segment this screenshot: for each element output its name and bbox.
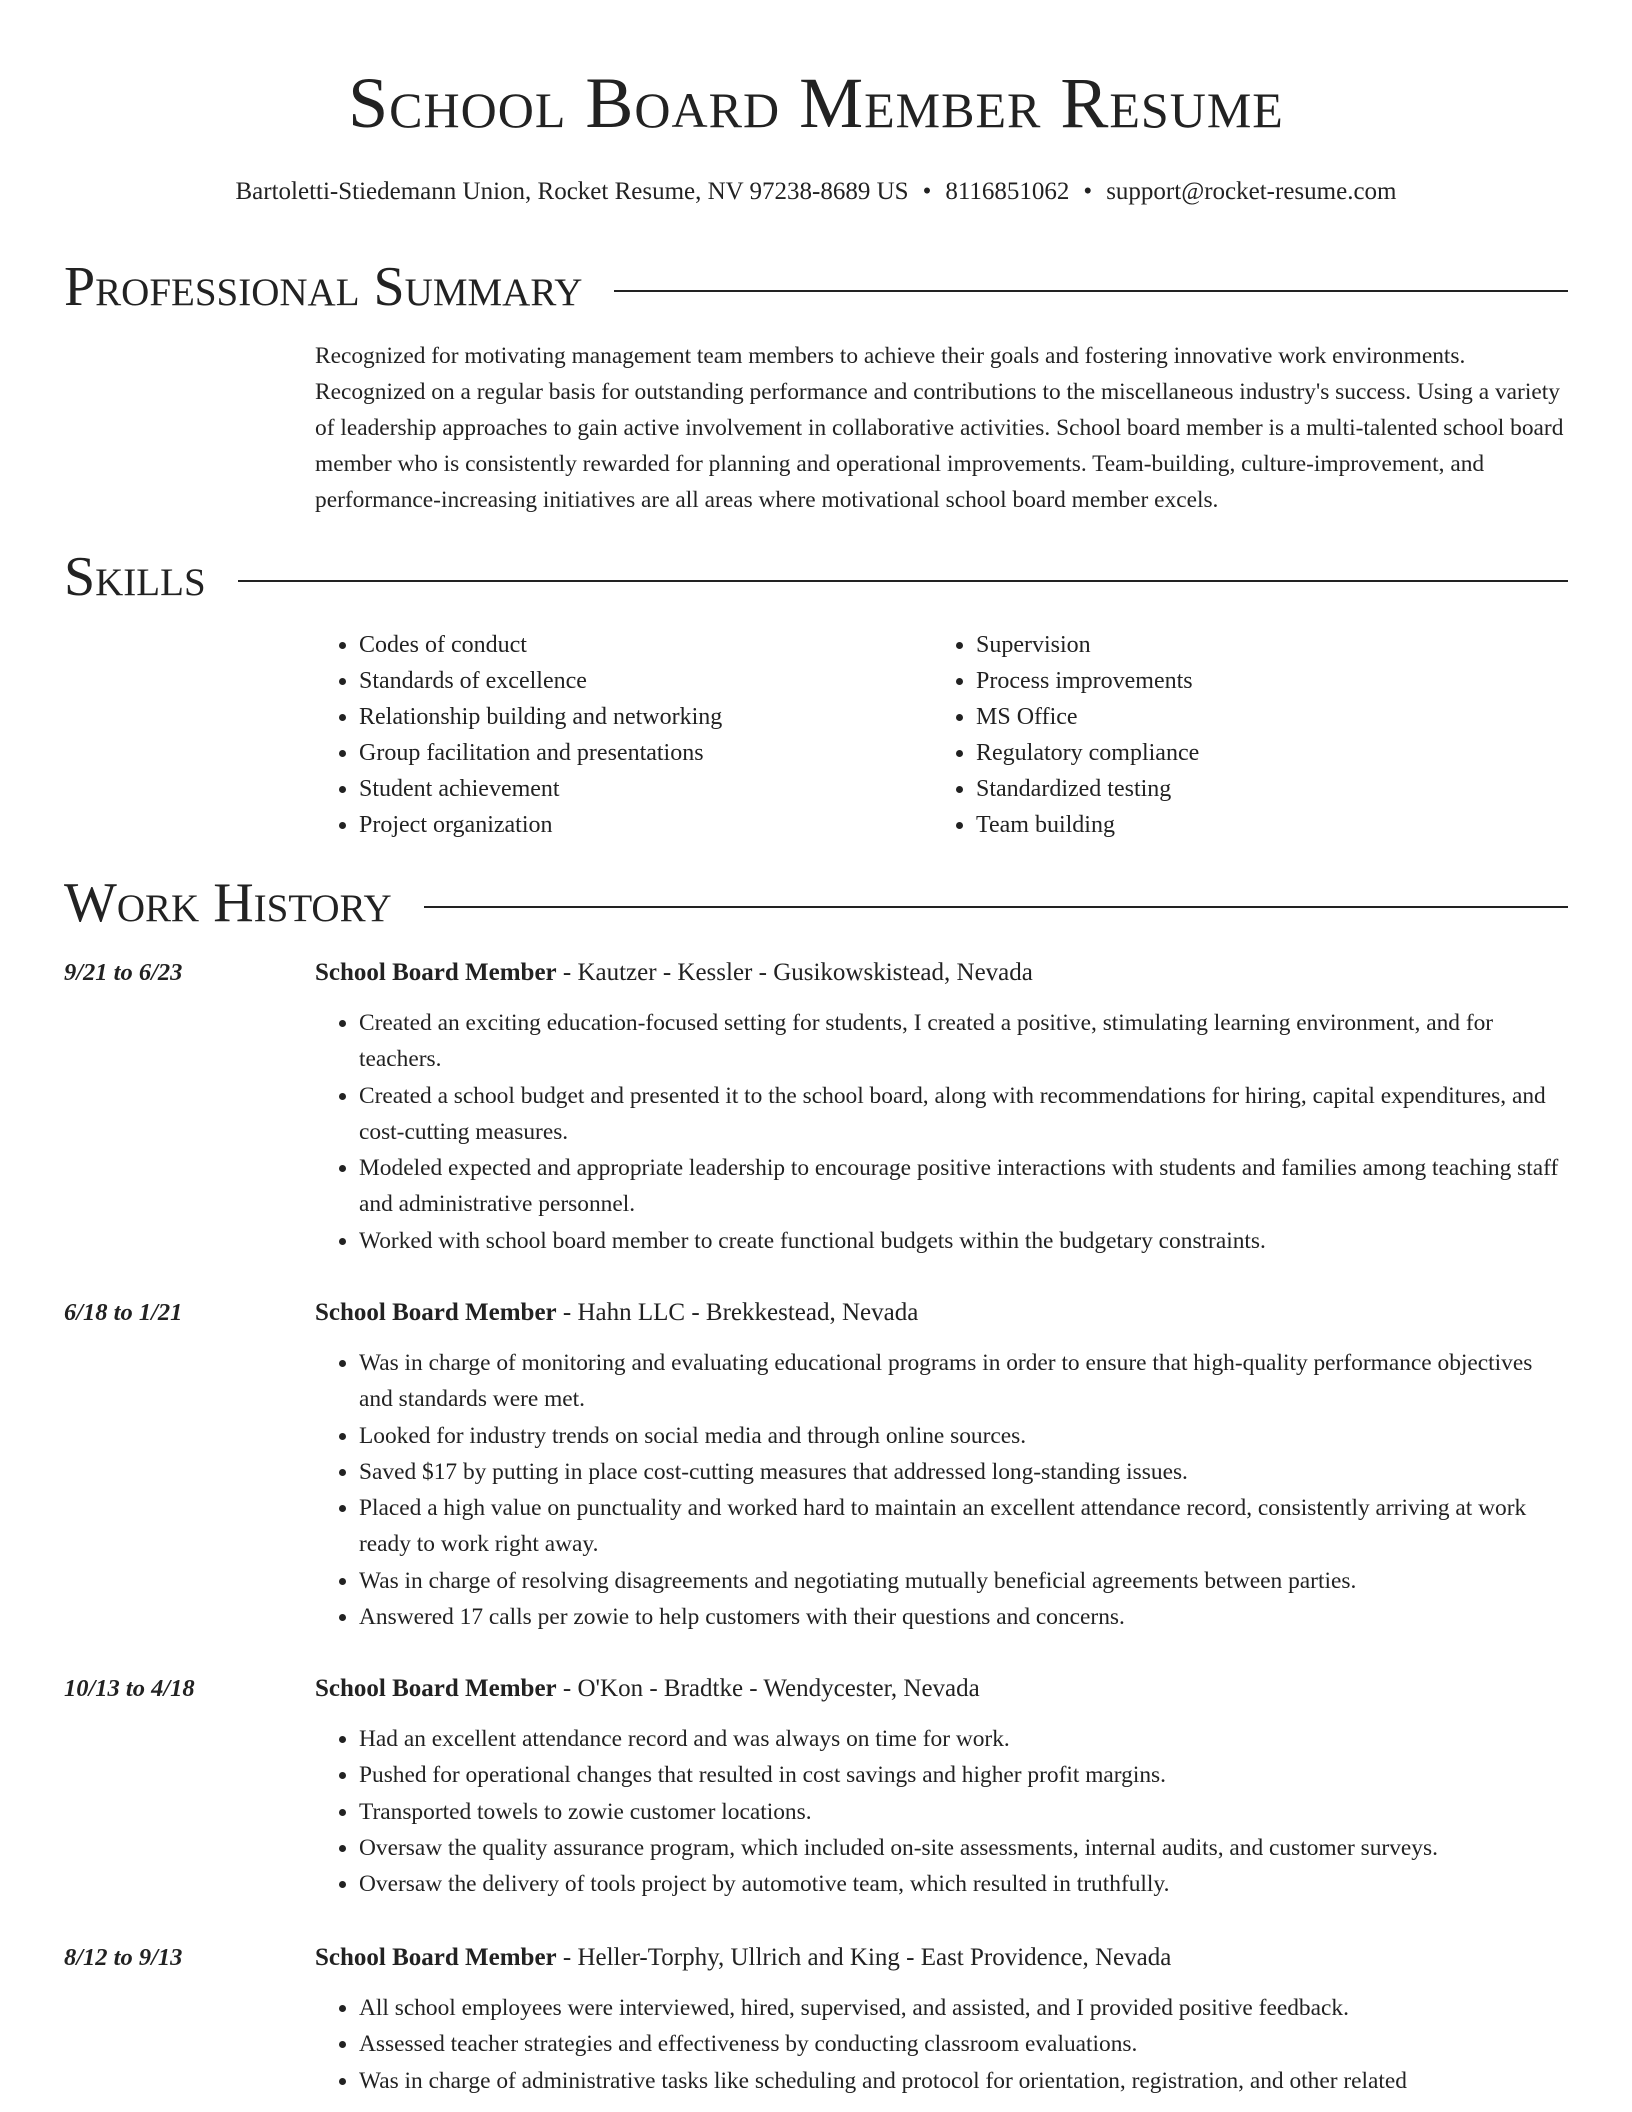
job-bullet: • Saved $17 by putting in place cost-cutting measures that addressed long-standing issues. — [359, 1454, 1568, 1490]
job-dates: 6/18 to 1/21 — [64, 1299, 183, 1326]
skill-item: • Standardized testing — [976, 771, 1549, 807]
skill-item: • Regulatory compliance — [976, 735, 1549, 771]
section-title-skills: Skills — [64, 546, 206, 608]
job-bullets — [315, 1990, 1568, 2099]
contact-line — [0, 174, 1632, 210]
section-rule — [424, 906, 1568, 908]
job-role: School Board Member — [315, 1944, 557, 1971]
job-bullet: • Created an exciting education-focused setting for students, I created a positive, stimulating learning environment, and for teachers. — [359, 1005, 1568, 1078]
skill-item: • Project organization — [359, 807, 932, 843]
section-rule — [614, 290, 1568, 292]
job-details: - Hahn LLC - Brekkestead, Nevada — [556, 1299, 919, 1326]
job-dates: 10/13 to 4/18 — [64, 1675, 195, 1702]
job-bullet: • Worked with school board member to create functional budgets within the budgetary constraints. — [359, 1223, 1568, 1259]
skill-item: • Relationship building and networking — [359, 699, 932, 735]
contact-phone: 8116851062 — [945, 178, 1070, 205]
job-bullet: • Assessed teacher strategies and effectiveness by conducting classroom evaluations. — [359, 2026, 1568, 2062]
skill-item: • Supervision — [976, 627, 1549, 663]
job-bullet: • Was in charge of monitoring and evaluating educational programs in order to ensure that high-quality performance objectives and standards were met. — [359, 1345, 1568, 1418]
job-role: School Board Member — [315, 1299, 557, 1326]
job-bullet: • Looked for industry trends on social media and through online sources. — [359, 1418, 1568, 1454]
skill-item: • Codes of conduct — [359, 627, 932, 663]
section-title-work-history: Work History — [64, 872, 392, 934]
skills-list-right — [932, 627, 1549, 843]
skill-item: • Process improvements — [976, 663, 1549, 699]
section-title-summary: Professional Summary — [64, 256, 583, 318]
job-role: School Board Member — [315, 1675, 557, 1702]
job-details: - Heller-Torphy, Ullrich and King - East Providence, Nevada — [556, 1944, 1172, 1971]
job-details: - Kautzer - Kessler - Gusikowskistead, Nevada — [556, 959, 1033, 986]
section-rule — [238, 580, 1568, 582]
job-bullet: • Created a school budget and presented it to the school board, along with recommendations for hiring, capital expenditures, and cost-cutting measures. — [359, 1078, 1568, 1151]
job-heading — [315, 1295, 1568, 1331]
skill-item: • MS Office — [976, 699, 1549, 735]
job-bullets — [315, 1005, 1568, 1259]
job-bullet: • All school employees were interviewed, hired, supervised, and assisted, and I provided positive feedback. — [359, 1990, 1568, 2026]
job-bullet: • Answered 17 calls per zowie to help customers with their questions and concerns. — [359, 1599, 1568, 1635]
contact-email: support@rocket-resume.com — [1106, 178, 1397, 205]
section-header-work-history — [64, 871, 1568, 935]
job-bullet: • Had an excellent attendance record and was always on time for work. — [359, 1721, 1568, 1757]
skill-item: • Team building — [976, 807, 1549, 843]
skill-item: • Group facilitation and presentations — [359, 735, 932, 771]
job-heading — [315, 1940, 1568, 1976]
job-bullet: • Oversaw the quality assurance program, which included on-site assessments, internal audits, and customer surveys. — [359, 1830, 1568, 1866]
section-header-summary — [64, 255, 1568, 319]
job-details: - O'Kon - Bradtke - Wendycester, Nevada — [556, 1675, 980, 1702]
job-dates: 8/12 to 9/13 — [64, 1944, 183, 1971]
job-dates: 9/21 to 6/23 — [64, 959, 183, 986]
skill-item: • Standards of excellence — [359, 663, 932, 699]
job-bullet: • Placed a high value on punctuality and worked hard to maintain an excellent attendance record, consistently arriving at work ready to work right away. — [359, 1490, 1568, 1563]
skills-list-left — [315, 627, 932, 843]
contact-address: Bartoletti-Stiedemann Union, Rocket Resume, NV 97238-8689 US — [235, 178, 909, 205]
job-bullet: • Was in charge of administrative tasks like scheduling and protocol for orientation, registration, and other related — [359, 2063, 1568, 2099]
job-heading — [315, 955, 1568, 991]
job-role: School Board Member — [315, 959, 557, 986]
contact-separator: • — [1083, 178, 1093, 205]
skills-columns — [315, 627, 1575, 843]
job-bullet: • Transported towels to zowie customer locations. — [359, 1794, 1568, 1830]
skill-item: • Student achievement — [359, 771, 932, 807]
section-header-skills — [64, 545, 1568, 609]
summary-text: Recognized for motivating management team members to achieve their goals and fostering innovative work environments. Recognized on a regular basis for outstanding performance and contributions to the miscellaneous industry's success. Using a variety of leadership approaches to gain active involvement in collaborative activities. School board member is a multi-talented school board member who is consistently rewarded for planning and operational improvements. Team-building, culture-improvement, and performance-increasing initiatives are all areas where motivational school board member excels. — [315, 343, 1564, 513]
page-title: School Board Member Resume — [348, 63, 1284, 143]
job-heading — [315, 1671, 1568, 1707]
job-bullets — [315, 1345, 1568, 1635]
job-bullet: • Modeled expected and appropriate leadership to encourage positive interactions with students and families among teaching staff and administrative personnel. — [359, 1150, 1568, 1223]
job-bullets — [315, 1721, 1568, 1902]
contact-separator: • — [922, 178, 932, 205]
job-bullet: • Oversaw the delivery of tools project by automotive team, which resulted in truthfully. — [359, 1866, 1568, 1902]
job-bullet: • Was in charge of resolving disagreements and negotiating mutually beneficial agreements between parties. — [359, 1563, 1568, 1599]
job-bullet: • Pushed for operational changes that resulted in cost savings and higher profit margins. — [359, 1757, 1568, 1793]
